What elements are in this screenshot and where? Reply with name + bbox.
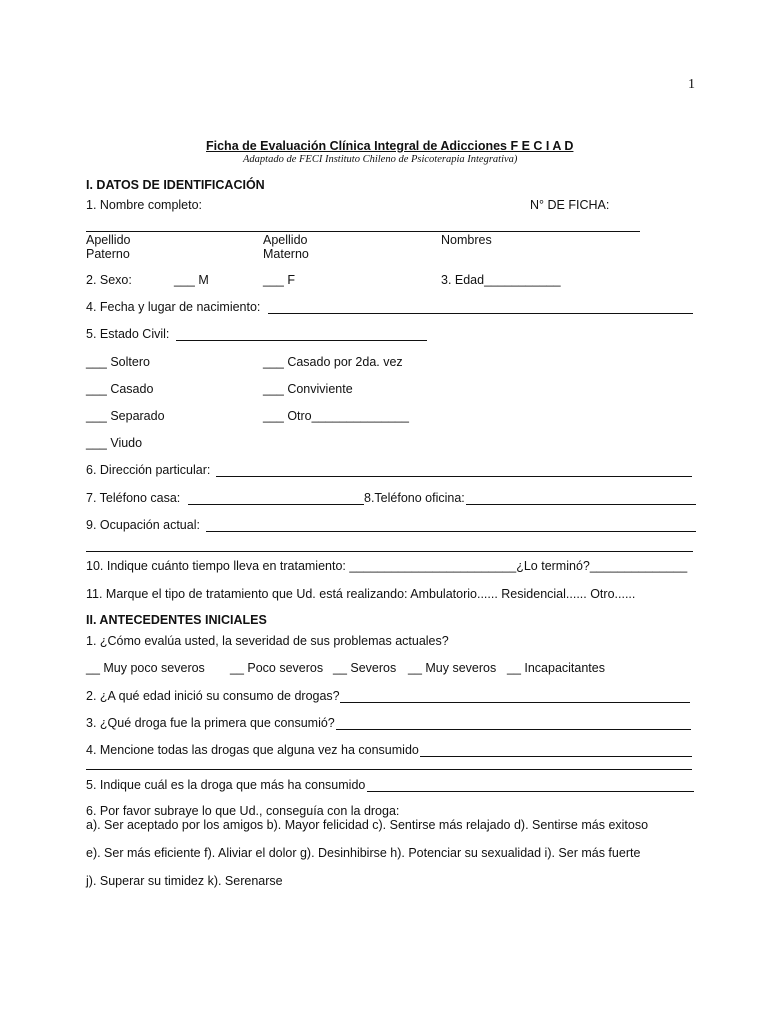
option-otro[interactable]: ___ Otro______________: [263, 409, 409, 423]
label-apellido-paterno: Apellido Paterno: [86, 233, 131, 261]
label-ocupacion: 9. Ocupación actual:: [86, 518, 200, 532]
options-conseguia-1[interactable]: a). Ser aceptado por los amigos b). Mayor felicidad c). Sentirse más relajado d). Sentirse más exitoso: [86, 818, 649, 832]
label-numero-ficha: N° DE FICHA:: [530, 198, 610, 212]
option-soltero[interactable]: ___ Soltero: [86, 355, 150, 369]
option-muy-severos[interactable]: __ Muy severos: [408, 661, 497, 675]
input-line-edad-inicio[interactable]: [340, 702, 690, 703]
option-incapacitantes[interactable]: __ Incapacitantes: [507, 661, 605, 675]
page-number: 1: [688, 77, 695, 92]
label-estado-civil: 5. Estado Civil:: [86, 327, 170, 341]
question-conseguia: 6. Por favor subraye lo que Ud., conseguía con la droga:: [86, 804, 400, 818]
option-casado-2da[interactable]: ___ Casado por 2da. vez: [263, 355, 403, 369]
form-title: Ficha de Evaluación Clínica Integral de Adicciones F E C I A D: [206, 139, 574, 153]
input-line-todas-drogas-2[interactable]: [86, 769, 692, 770]
question-droga-mas-consumida: 5. Indique cuál es la droga que más ha consumido: [86, 778, 366, 792]
question-edad-inicio: 2. ¿A qué edad inició su consumo de drogas?: [86, 689, 340, 703]
input-line-nombre[interactable]: [86, 231, 640, 232]
input-line-fecha-nacimiento[interactable]: [268, 313, 693, 314]
option-severos[interactable]: __ Severos: [333, 661, 397, 675]
section-heading-identificacion: I. DATOS DE IDENTIFICACIÓN: [86, 178, 265, 192]
input-line-telefono-oficina[interactable]: [466, 504, 696, 505]
option-viudo[interactable]: ___ Viudo: [86, 436, 143, 450]
input-line-telefono-casa[interactable]: [188, 504, 364, 505]
options-conseguia-3[interactable]: j). Superar su timidez k). Serenarse: [86, 874, 283, 888]
section-heading-antecedentes: II. ANTECEDENTES INICIALES: [86, 613, 267, 627]
label-direccion: 6. Dirección particular:: [86, 463, 211, 477]
form-subtitle: Adaptado de FECI Instituto Chileno de Psicoterapia Integrativa): [243, 154, 518, 165]
options-conseguia-2[interactable]: e). Ser más eficiente f). Aliviar el dolor g). Desinhibirse h). Potenciar su sexualidad i). Ser más fuerte: [86, 846, 641, 860]
question-severidad: 1. ¿Cómo evalúa usted, la severidad de sus problemas actuales?: [86, 634, 449, 648]
question-todas-drogas: 4. Mencione todas las drogas que alguna vez ha consumido: [86, 743, 419, 757]
option-conviviente[interactable]: ___ Conviviente: [263, 382, 353, 396]
input-line-estado-civil[interactable]: [176, 340, 427, 341]
option-sexo-m[interactable]: ___ M: [174, 273, 209, 287]
label-sexo: 2. Sexo:: [86, 273, 132, 287]
label-telefono-casa: 7. Teléfono casa:: [86, 491, 181, 505]
label-fecha-nacimiento: 4. Fecha y lugar de nacimiento:: [86, 300, 261, 314]
label-nombres: Nombres: [441, 233, 492, 247]
label-nombre-completo: 1. Nombre completo:: [86, 198, 203, 212]
option-poco-severos[interactable]: __ Poco severos: [230, 661, 324, 675]
input-line-droga-mas-consumida[interactable]: [367, 791, 694, 792]
field-tipo-tratamiento[interactable]: 11. Marque el tipo de tratamiento que Ud. está realizando: Ambulatorio...... Residencial...... Otro......: [86, 587, 636, 601]
option-muy-poco-severos[interactable]: __ Muy poco severos: [86, 661, 205, 675]
input-line-direccion[interactable]: [216, 476, 692, 477]
label-telefono-oficina: 8.Teléfono oficina:: [364, 491, 465, 505]
option-sexo-f[interactable]: ___ F: [263, 273, 295, 287]
option-casado[interactable]: ___ Casado: [86, 382, 154, 396]
input-line-ocupacion-2[interactable]: [86, 551, 693, 552]
input-line-ocupacion[interactable]: [206, 531, 696, 532]
label-apellido-materno: Apellido Materno: [263, 233, 309, 261]
field-edad[interactable]: 3. Edad___________: [441, 273, 561, 287]
option-separado[interactable]: ___ Separado: [86, 409, 165, 423]
input-line-primera-droga[interactable]: [336, 729, 691, 730]
question-primera-droga: 3. ¿Qué droga fue la primera que consumió?: [86, 716, 335, 730]
input-line-todas-drogas[interactable]: [420, 756, 692, 757]
field-tiempo-tratamiento[interactable]: 10. Indique cuánto tiempo lleva en tratamiento: ________________________¿Lo terminó?______________: [86, 559, 688, 573]
